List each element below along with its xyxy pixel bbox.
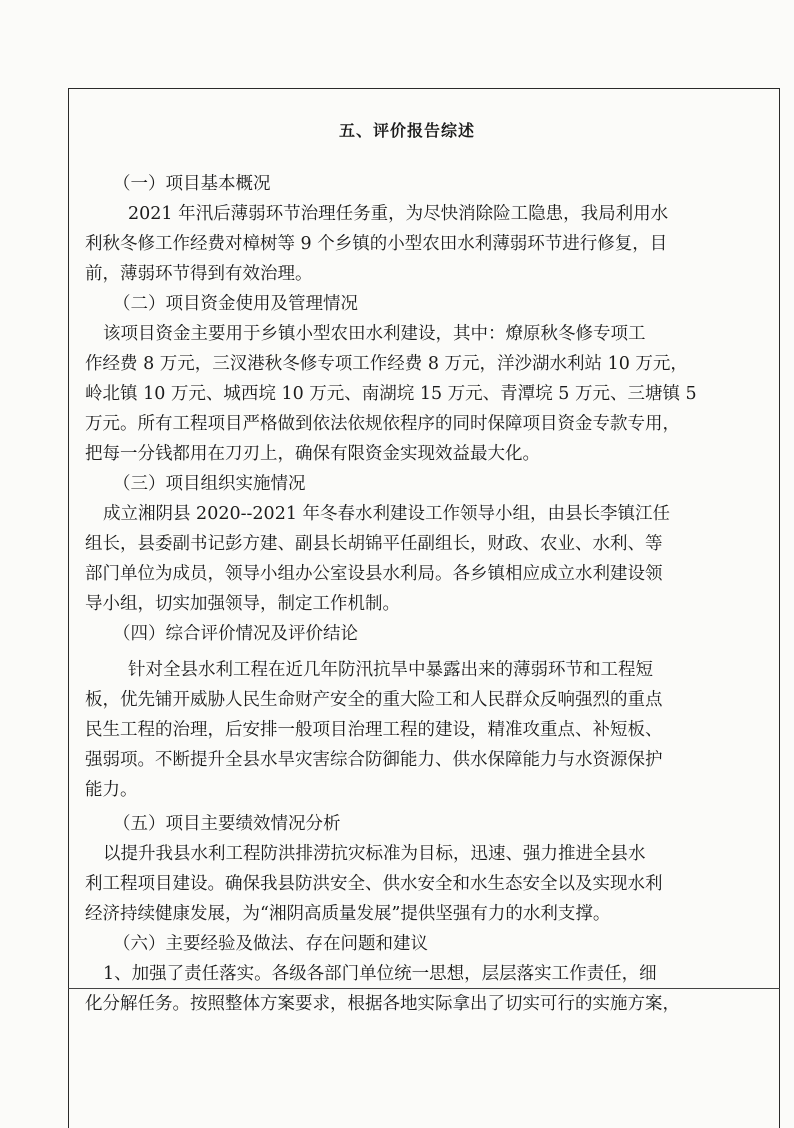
paragraph-line: 岭北镇 10 万元、城西垸 10 万元、南湖垸 15 万元、青潭垸 5 万元、三塘镇 5 [85, 384, 697, 404]
paragraph-line: 能力。 [85, 780, 138, 800]
section-heading-1: （一）项目基本概况 [113, 174, 271, 194]
paragraph-line: 利秋冬修工作经费对樟树等 9 个乡镇的小型农田水利薄弱环节进行修复，目 [85, 234, 668, 254]
section-heading-3: （三）项目组织实施情况 [113, 474, 306, 494]
paragraph-line: 1、加强了责任落实。各级各部门单位统一思想，层层落实工作责任，细 [103, 964, 657, 984]
section-heading-4: （四）综合评价情况及评价结论 [113, 624, 358, 644]
paragraph-line: 导小组，切实加强领导，制定工作机制。 [85, 594, 400, 614]
paragraph-line: 万元。所有工程项目严格做到依法依规依程序的同时保障项目资金专款专用， [85, 414, 680, 434]
paragraph-line: 强弱项。不断提升全县水旱灾害综合防御能力、供水保障能力与水资源保护 [85, 750, 663, 770]
paragraph-line: 民生工程的治理，后安排一般项目治理工程的建设，精准攻重点、补短板、 [85, 720, 663, 740]
paragraph-line: 利工程项目建设。确保我县防洪安全、供水安全和水生态安全以及实现水利 [85, 874, 663, 894]
paragraph-line: 2021 年汛后薄弱环节治理任务重，为尽快消除险工隐患，我局利用水 [128, 204, 669, 224]
paragraph-line: 部门单位为成员，领导小组办公室设县水利局。各乡镇相应成立水利建设领 [85, 564, 663, 584]
paragraph-line: 成立湘阴县 2020--2021 年冬春水利建设工作领导小组，由县长李镇江任 [103, 504, 671, 524]
paragraph-line: 板，优先铺开威胁人民生命财产安全的重大险工和人民群众反响强烈的重点 [85, 690, 663, 710]
divider-line [68, 988, 780, 989]
paragraph-line: 经济持续健康发展，为“湘阴高质量发展”提供坚强有力的水利支撑。 [85, 904, 611, 924]
section-heading-2: （二）项目资金使用及管理情况 [113, 294, 358, 314]
paragraph-line: 化分解任务。按照整体方案要求，根据各地实际拿出了切实可行的实施方案， [85, 994, 680, 1014]
page-title: 五、评价报告综述 [338, 121, 475, 140]
section-heading-5: （五）项目主要绩效情况分析 [113, 814, 341, 834]
paragraph-line: 该项目资金主要用于乡镇小型农田水利建设，其中：燎原秋冬修专项工 [103, 324, 646, 344]
paragraph-line: 作经费 8 万元，三汊港秋冬修专项工作经费 8 万元，洋沙湖水利站 10 万元， [85, 354, 688, 374]
paragraph-line: 以提升我县水利工程防洪排涝抗灾标准为目标，迅速、强力推进全县水 [103, 844, 646, 864]
paragraph-line: 针对全县水利工程在近几年防汛抗旱中暴露出来的薄弱环节和工程短 [128, 660, 653, 680]
paragraph-line: 前，薄弱环节得到有效治理。 [85, 264, 313, 284]
paragraph-line: 组长，县委副书记彭方建、副县长胡锦平任副组长，财政、农业、水利、等 [85, 534, 663, 554]
section-heading-6: （六）主要经验及做法、存在问题和建议 [113, 934, 428, 954]
paragraph-line: 把每一分钱都用在刀刃上，确保有限资金实现效益最大化。 [85, 444, 540, 464]
